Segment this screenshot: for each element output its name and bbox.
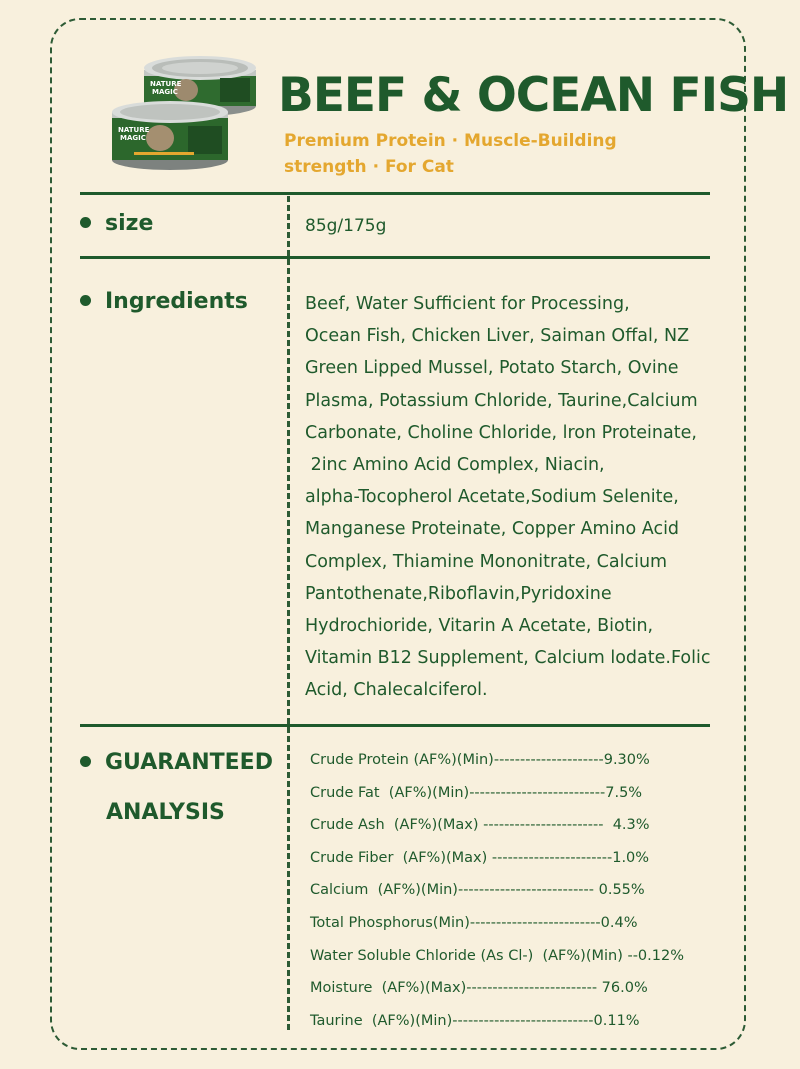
ingredients-label bbox=[80, 289, 248, 314]
ingredients-label-text: Ingredients bbox=[105, 289, 248, 314]
ingredients-line: Acid, Chalecalciferol. bbox=[305, 680, 488, 701]
analysis-label bbox=[80, 750, 273, 775]
analysis-row: Moisture (AF%)(Max)------------------------- 76.0% bbox=[310, 980, 648, 997]
can-brand-top: NATURE bbox=[150, 80, 182, 88]
ingredients-line: alpha-Tocopherol Acetate,Sodium Selenite, bbox=[305, 487, 679, 508]
bullet-icon bbox=[80, 217, 91, 228]
analysis-label-line-2: ANALYSIS bbox=[106, 800, 225, 825]
subtitle-line-1: Premium Protein · Muscle-Building bbox=[284, 131, 617, 151]
can-brand-front-2: MAGIC bbox=[120, 134, 146, 142]
bullet-icon bbox=[80, 756, 91, 767]
size-label-text: size bbox=[105, 211, 154, 236]
analysis-row: Taurine (AF%)(Min)---------------------------0.11% bbox=[310, 1012, 640, 1029]
subtitle-line-2: strength · For Cat bbox=[284, 157, 454, 177]
ingredients-line: Ocean Fish, Chicken Liver, Saiman Offal, NZ bbox=[305, 326, 690, 347]
size-value: 85g/175g bbox=[305, 216, 387, 236]
divider-size bbox=[80, 256, 710, 259]
ingredients-line: Pantothenate,Riboflavin,Pyridoxine bbox=[305, 583, 612, 604]
ingredients-line: Plasma, Potassium Chloride, Taurine,Calcium bbox=[305, 390, 698, 411]
product-subtitle bbox=[284, 128, 684, 180]
analysis-table bbox=[310, 744, 730, 1037]
divider-ingredients bbox=[80, 724, 710, 727]
ingredients-line: Beef, Water Sufficient for Processing, bbox=[305, 294, 630, 314]
product-title: BEEF & OCEAN FISH bbox=[278, 68, 789, 123]
analysis-row: Crude Ash (AF%)(Max) ----------------------- 4.3% bbox=[310, 817, 650, 834]
analysis-row: Crude Fiber (AF%)(Max) -----------------------1.0% bbox=[310, 849, 650, 866]
ingredients-line: Complex, Thiamine Mononitrate, Calcium bbox=[305, 551, 668, 572]
bullet-icon bbox=[80, 295, 91, 306]
analysis-row: Total Phosphorus(Min)-------------------------0.4% bbox=[310, 914, 638, 931]
ingredients-line: Vitamin B12 Supplement, Calcium lodate.Folic bbox=[305, 648, 711, 669]
can-brand-front: NATURE bbox=[118, 126, 150, 134]
analysis-row: Crude Protein (AF%)(Min)---------------------9.30% bbox=[310, 752, 650, 768]
column-divider bbox=[287, 196, 290, 1030]
ingredients-line: 2inc Amino Acid Complex, Niacin, bbox=[305, 455, 605, 476]
analysis-row: Crude Fat (AF%)(Min)--------------------------7.5% bbox=[310, 784, 643, 801]
ingredients-line: Manganese Proteinate, Copper Amino Acid bbox=[305, 519, 680, 540]
size-label bbox=[80, 211, 153, 236]
analysis-row: Water Soluble Chloride (As Cl-) (AF%)(Min) --0.12% bbox=[310, 947, 684, 964]
ingredients-line: Hydrochioride, Vitarin A Acetate, Biotin, bbox=[305, 616, 654, 637]
ingredients-list bbox=[305, 288, 735, 707]
analysis-label-line-1: GUARANTEED bbox=[105, 750, 273, 775]
ingredients-line: Carbonate, Choline Chloride, lron Proteinate, bbox=[305, 422, 697, 443]
product-cans-image bbox=[104, 52, 264, 172]
ingredients-line: Green Lipped Mussel, Potato Starch, Ovine bbox=[305, 358, 679, 379]
divider-top bbox=[80, 192, 710, 195]
can-brand-top-2: MAGIC bbox=[152, 88, 178, 96]
analysis-row: Calcium (AF%)(Min)-------------------------- 0.55% bbox=[310, 882, 645, 899]
